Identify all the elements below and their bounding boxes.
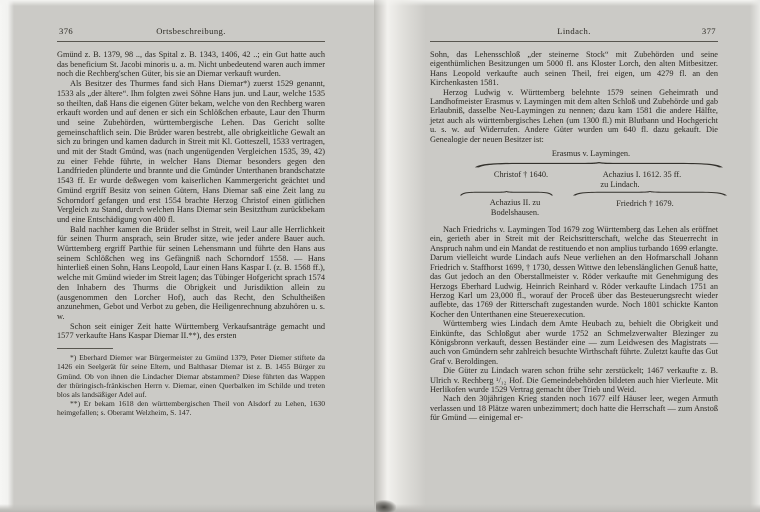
left-page-number: 376 <box>59 26 74 36</box>
paragraph: Als Besitzer des Thurmes fand sich Hans Diemar*) zuerst 1529 genannt, 1533 als „der ältere“. Ihm folgten zwei Söhne Hans jun. und Laur, welche 1535 so theilten, daß Hans die eigenen Güter bekam, welche von den Rechberg waren erkauft worden und auf denen er sich ein Schlößchen erbaute, Laur den Thurm und seine Zubehörden, württembergische Lehen. Das Gericht sollte gemeinschaftlich sein. Die Brüder waren bestrebt, alle obrigkeitliche Gewalt an sich zu bringen und kamen dadurch in Streit mit Kl. Gotteszell, 1533 vertragen, und mit der Stadt Gmünd, was (nach ungenügenden Vergleichen 1535, 39, 42) zu einer Fehde führte, in welcher Hans Diemar besonders gegen den Landfrieden plünderte und brannte und die Gmünder Unterthanen brandschatzte 1543 ff. Er wurde deßwegen vom kaiserlichen Kammergericht geächtet und Gmünd ergriff Besitz von seinen Gütern, Hans Diemar saß eine Zeit lang zu Schorndorf gefangen und erst 1554 brachte Herzog Christof einen gütlichen Vergleich zu Stand, durch welchen Hans Diemar sein Besitzthum zurückbekam und eine Entschädigung von 400 fl. <box>57 79 325 224</box>
paragraph: Die Güter zu Lindach waren schon frühe sehr zerstückelt; 1467 verkaufte z. B. Ulrich v. Rechberg ¹/₁₂ Hof. Die Gemeindebehörden bildeten auch hier Vierleute. Mit Herlikofen wurde 1529 Vertrag gemacht über Trieb und Weid. <box>430 366 718 394</box>
right-page-number: 377 <box>701 26 716 36</box>
paragraph: Schon seit einiger Zeit hatte Württemberg Verkaufsanträge gemacht und 1577 verkaufte Hans Kaspar Diemar II.**), des ersten <box>57 321 325 341</box>
right-header-rule <box>430 41 718 42</box>
footnote-rule <box>57 348 113 349</box>
genealogy-brace-left <box>460 191 553 196</box>
left-body-text <box>57 50 325 341</box>
left-header-rule <box>57 41 325 42</box>
left-page-header <box>57 26 325 39</box>
right-page-header <box>430 26 718 39</box>
paragraph: Nach Friedrichs v. Laymingen Tod 1679 zog Württemberg das Lehen als eröffnet ein, gerieth aber in Streit mit der Reichsritterschaft, welche das Steuerrecht in Anspruch nahm und ein Mandat de restituendo et non amplius turbando 1699 erlangte. Darum vielleicht wurde Lindach aufs Neue verliehen an den Hofmarschall Johann Friedrich v. Staffhorst 1699, † 1730, dessen Wittwe den lebenslänglichen Genuß hatte, das Gut jedoch an den Oberstallmeister v. Röder verkaufte mit Genehmigung des Herzogs Eberhard Ludwig. Heinrich Reinhard v. Röder verkaufte Lindach 1751 an Herzog Karl um 23,000 fl., worauf der Proceß über das Besteuerungsrecht wieder auflebte, das 1769 der Ritterschaft zugestanden wurde. Noch 1801 schickte Kanton Kocher den Unterthanen eine Steuerexecution. <box>430 225 718 319</box>
paragraph: Herzog Ludwig v. Württemberg belehnte 1579 seinen Geheimrath und Landhofmeister Erasmus v. Laymingen mit dem alten Schloß und Zubehörde und gab Erlaubniß, dasselbe Neu-Laymingen zu nennen; dazu kam 1581 die andere Hälfte, jetzt auch als württembergisches Lehen (um 1300 fl.) mit Blutbann und Hochgericht u. s. w. auf Widerrufen. Andere Güter wurden um 640 fl. dazu gekauft. Die Genealogie der neuen Besitzer ist: <box>430 87 718 144</box>
genealogy-brace-right <box>573 191 727 196</box>
genealogy-brace-root <box>475 162 723 168</box>
footnotes <box>57 353 325 417</box>
paragraph: Gmünd z. B. 1379, 98 .., das Spital z. B. 1343, 1406, 42 ..; ein Gut hatte auch das beneficium St. Jacobi minoris u. a. m. Nicht unbedeutend waren auch immer noch die Rechberg'schen Güter, bis sie an Diemar verkauft wurden. <box>57 50 325 79</box>
left-page <box>57 26 325 418</box>
footnote: *) Eberhard Diemer war Bürgermeister zu Gmünd 1379, Peter Diemer stiftete da 1426 ein Seelgerät für seine Eltern, und Balthasar Diemar ist z. B. 1455 Bürger zu Gmünd. Ob von ihnen die Lindacher Diemar abstammen? Diese führten das Wappen der thüringisch-fränkischen Herrn v. Diemar, einen Querbalken im Schilde und treten blos als landsäßiger Adel auf. <box>57 353 325 399</box>
scan-right-edge <box>750 0 760 512</box>
genealogy-gen3-left-line2: Bodelshausen. <box>490 208 540 218</box>
genealogy-gen3-left <box>490 198 540 218</box>
paragraph: Bald nachher kamen die Brüder selbst in Streit, weil Laur alle Herrlichkeit für seinen Thurm ansprach, sein Bruder sitze, wie jeder andere Bauer auch. Württemberg ergriff Parthie für seinen Lehensmann und führte den Hans aus seinem Schlößchen weg ins Gefängniß nach Schorndorf 1558. — Hans hinterließ einen Sohn, Hans Leopold, Laur einen Hans Kaspar I. (z. B. 1568 ff.), welche mit Gmünd wieder im Streit lagen; das Tübinger Hofgericht sprach 1574 den Inhabern des Thurms die Obrigkeit und Jurisdiktion allein zu (ausgenommen den Lorcher Hof), auch das Recht, den Schultheißen anzunehmen, Gebot und Verbot zu geben, die Heiligenrechnung abzuhören u. s. w. <box>57 224 325 321</box>
page-gutter-shadow <box>374 0 426 512</box>
genealogy-gen3-left-line1: Achazius II. zu <box>489 198 541 208</box>
paragraph: Württemberg wies Lindach dem Amte Heubach zu, behielt die Obrigkeit und Einkünfte, das Schloßgut aber wurde 1752 an Schmelzverwalter Blezinger zu Königsbronn verkauft, dessen Beständer eine — zum Leidwesen des Magistrats — auch von Gmündern sehr zahlreich besuchte Wirthschaft führte. Zuletzt kaufte das Gut Graf v. Beroldingen. <box>430 319 718 366</box>
paragraph: Nach den 30jährigen Krieg standen noch 1677 eilf Häuser leer, wegen Armuth verlassen und 18 Plätze waren unbezimmert; doch hatte die Herrschaft — zum Anstoß für Gmünd — einigemal er- <box>430 394 718 423</box>
paragraph: Sohn, das Lehensschloß „der steinerne Stock“ mit Zubehörden und seine eigenthümlichen Besitzungen um 5000 fl. ans Kloster Lorch, den alten Mitbesitzer. Hans Leopold verkaufte auch seinen Theil, frei eigen, um 4279 fl. an den Kirchenkasten 1581. <box>430 50 718 88</box>
genealogy-gen2-left: Christof † 1640. <box>493 170 549 180</box>
footnote: **) Er bekam 1618 den württembergischen Theil von Alsdorf zu Lehen, 1630 heimgefallen; s. Oberamt Welzheim, S. 147. <box>57 399 325 418</box>
right-running-title: Lindach. <box>557 26 591 36</box>
genealogy-root: Erasmus v. Laymingen. <box>551 149 631 159</box>
genealogy-gen2-right-sub: zu Lindach. <box>600 180 640 190</box>
genealogy-table <box>430 149 718 221</box>
left-running-title: Ortsbeschreibung. <box>156 26 226 36</box>
genealogy-gen3-right: Friedrich † 1679. <box>616 199 674 209</box>
genealogy-gen2-right: Achazius I. 1612. 35 ff. <box>602 170 682 180</box>
right-body-text <box>430 50 718 423</box>
gutter-smudge <box>376 500 396 512</box>
scan-left-edge <box>0 0 14 512</box>
right-page <box>430 26 718 423</box>
